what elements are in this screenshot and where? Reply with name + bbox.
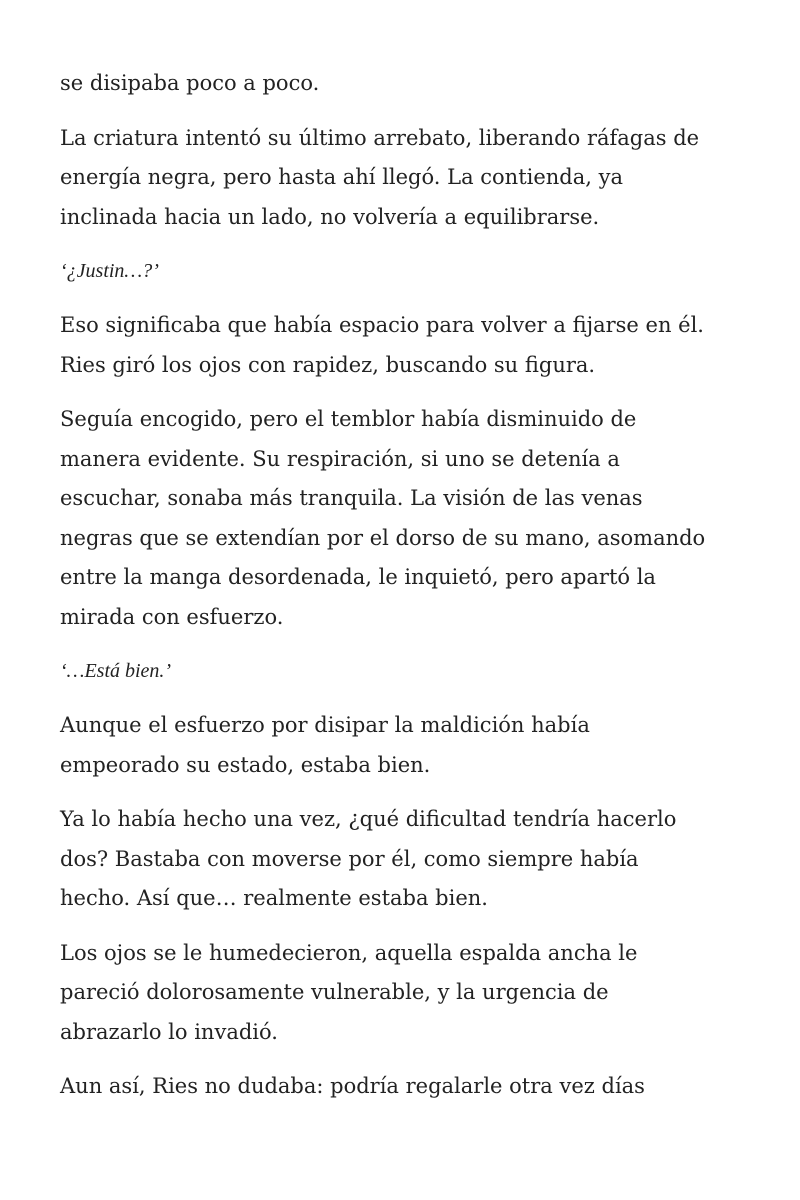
text-line: empeorado su estado, estaba bien. bbox=[60, 752, 431, 777]
text-line: inclinada hacia un lado, no volvería a equilibrarse. bbox=[60, 204, 600, 229]
text-line: Los ojos se le humedecieron, aquella espalda ancha le bbox=[60, 940, 638, 965]
text-line: La criatura intentó su último arrebato, liberando ráfagas de bbox=[60, 125, 700, 150]
text-line: manera evidente. Su respiración, si uno se detenía a bbox=[60, 446, 620, 471]
text-line: Aunque el esfuerzo por disipar la maldición había bbox=[60, 713, 590, 737]
inner-thought bbox=[60, 652, 740, 691]
paragraph bbox=[60, 706, 740, 785]
text-line: hecho. Así que… realmente estaba bien. bbox=[60, 886, 488, 910]
text-line: ‘…Está bien.’ bbox=[60, 660, 172, 682]
inner-thought bbox=[60, 252, 740, 291]
text-line: Eso significaba que había espacio para volver a fijarse en él. bbox=[60, 313, 704, 337]
text-line: abrazarlo lo invadió. bbox=[60, 1019, 278, 1044]
text-line: se disipaba poco a poco. bbox=[60, 71, 320, 95]
text-line: escuchar, sonaba más tranquila. La visión de las venas bbox=[60, 486, 643, 510]
text-line: mirada con esfuerzo. bbox=[60, 604, 284, 629]
text-line: negras que se extendían por el dorso de su mano, asomando bbox=[60, 525, 706, 550]
text-line: Ries giró los ojos con rapidez, buscando su figura. bbox=[60, 352, 596, 377]
paragraph bbox=[60, 119, 740, 238]
text-line: ‘¿Justin…?’ bbox=[60, 260, 159, 282]
text-line: Seguía encogido, pero el temblor había disminuido de bbox=[60, 407, 637, 431]
text-line: entre la manga desordenada, le inquietó, pero apartó la bbox=[60, 565, 656, 589]
paragraph bbox=[60, 400, 740, 637]
text-line: Aun así, Ries no dudaba: podría regalarle otra vez días bbox=[60, 1074, 645, 1098]
text-line: dos? Bastaba con moverse por él, como siempre había bbox=[60, 846, 639, 871]
paragraph bbox=[60, 306, 740, 385]
paragraph bbox=[60, 934, 740, 1053]
text-line: Ya lo había hecho una vez, ¿qué dificultad tendría hacerlo bbox=[60, 807, 677, 831]
paragraph bbox=[60, 800, 740, 919]
text-line: pareció dolorosamente vulnerable, y la urgencia de bbox=[60, 980, 609, 1004]
paragraph bbox=[60, 1067, 740, 1107]
paragraph bbox=[60, 64, 740, 104]
text-line: energía negra, pero hasta ahí llegó. La contienda, ya bbox=[60, 165, 624, 189]
